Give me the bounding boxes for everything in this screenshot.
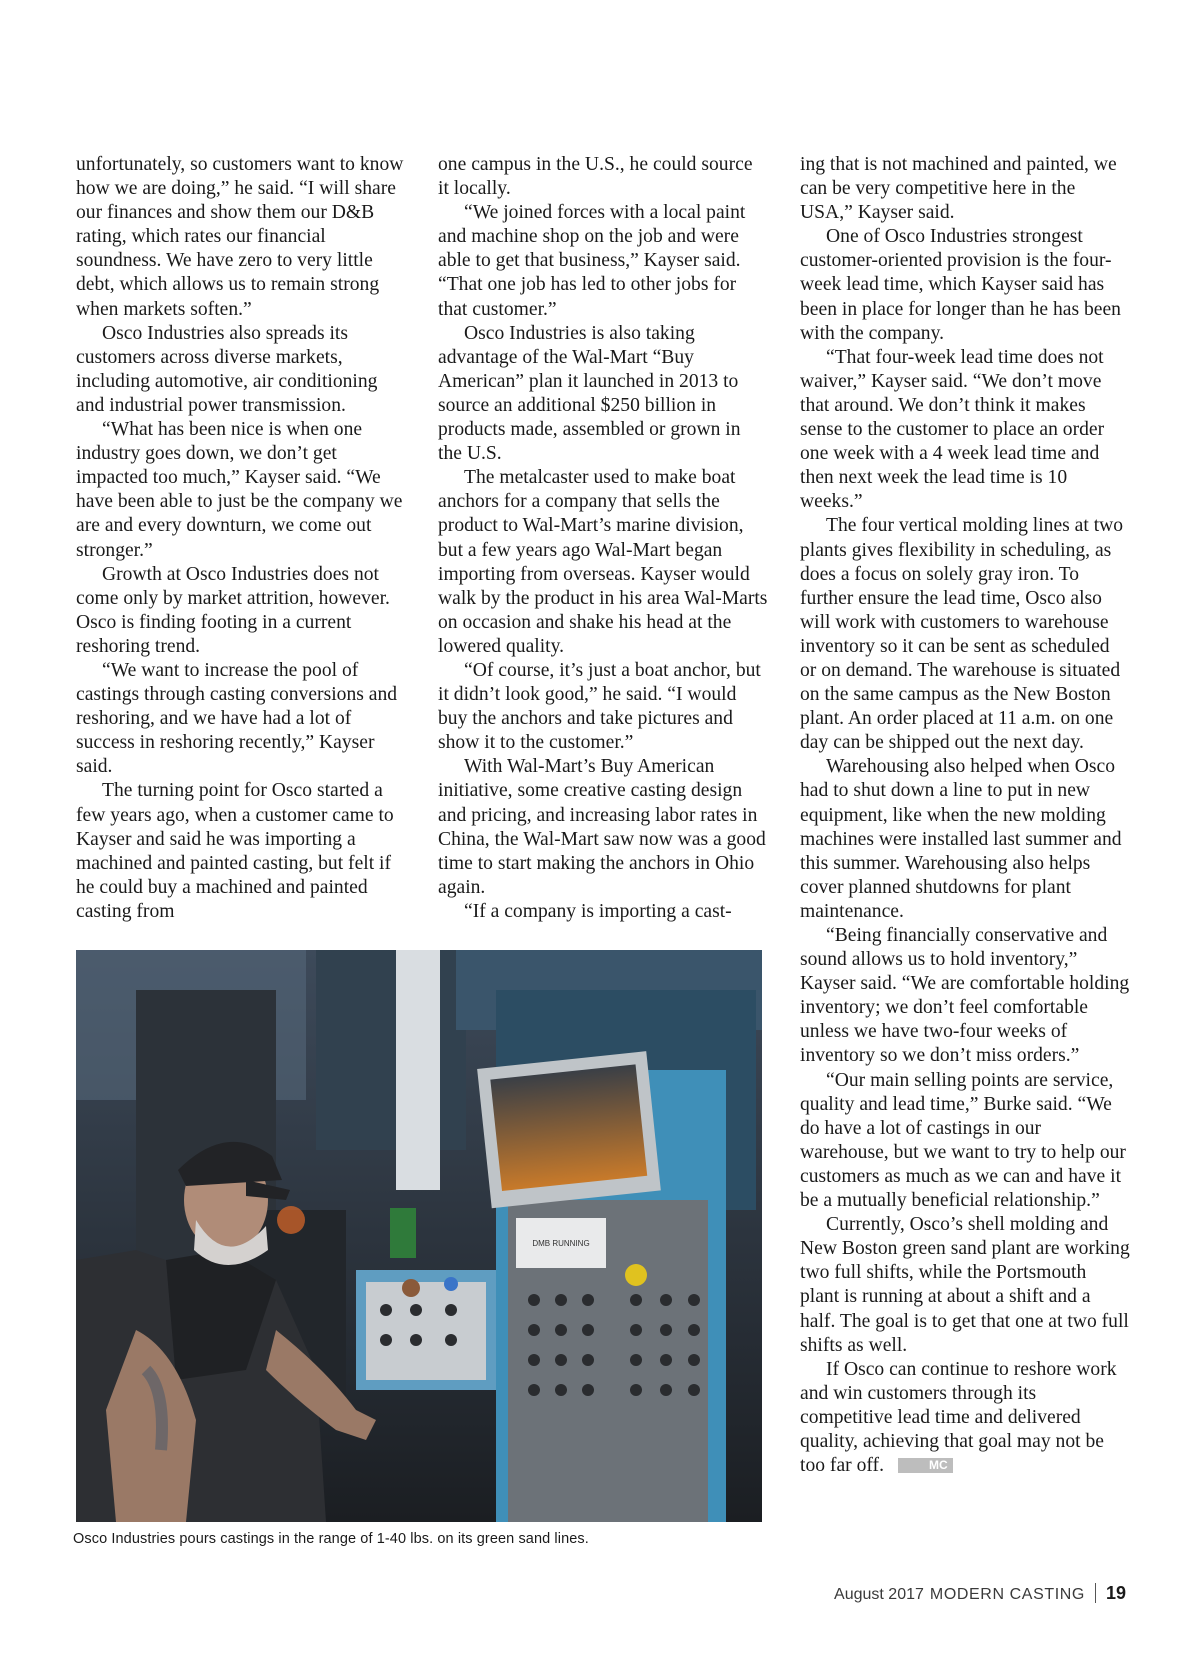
- article-column-1: [76, 153, 406, 924]
- article-column-2: [438, 153, 768, 924]
- paragraph: “Being financially conservative and sound allows us to hold inventory,” Kayser said. “We are comfortable holding inventory; we don’t feel comfortable unless we have two-four weeks of inventory so we don’t miss orders.”: [800, 925, 1130, 1067]
- paragraph: one campus in the U.S., he could source it locally.: [438, 154, 753, 200]
- photo-caption: Osco Industries pours castings in the range of 1-40 lbs. on its green sand lines.: [73, 1531, 589, 1547]
- paragraph: ing that is not machined and painted, we can be very competitive here in the USA,” Kayser said.: [800, 154, 1117, 224]
- paragraph: With Wal-Mart’s Buy American initiative, some creative casting design and pricing, and increasing labor rates in China, the Wal-Mart saw now was a good time to start making the anchors in Ohio again.: [438, 756, 766, 898]
- paragraph-final: [800, 1358, 1130, 1478]
- paragraph: “If a company is importing a cast-: [464, 900, 732, 922]
- paragraph: “That four-week lead time does not waiver,” Kayser said. “We don’t move that around. We don’t think it makes sense to the customer to place an order one week with a 4 week lead time and then next week the lead time is 10 weeks.”: [800, 346, 1105, 513]
- magazine-name: MODERN CASTING: [929, 1586, 1085, 1603]
- issue-date: August 2017: [834, 1586, 924, 1603]
- foundry-photo-illustration: [76, 950, 762, 1522]
- paragraph: Warehousing also helped when Osco had to shut down a line to put in new equipment, like when the new molding machines were installed last summer and this summer. Warehousing also helps cover planned shutdowns for plant maintenance.: [800, 756, 1122, 922]
- paragraph: The four vertical molding lines at two plants gives flexibility in scheduling, as does a focus on solely gray iron. To further ensure the lead time, Osco also will work with customers to warehouse inventory so it can be sent as scheduled or on demand. The warehouse is situated on the same campus as the New Boston plant. An order placed at 11 a.m. on one day can be shipped out the next day.: [800, 515, 1124, 754]
- page-number: 19: [1105, 1583, 1126, 1603]
- paragraph: The turning point for Osco started a few years ago, when a customer came to Kayser and said he was importing a machined and painted casting, but felt if he could buy a machined and painted casting from: [76, 780, 394, 922]
- paragraph: “We joined forces with a local paint and machine shop on the job and were able to get that business,” Kayser said. “That one job has led to other jobs for that customer.”: [438, 202, 746, 320]
- paragraph: Osco Industries also spreads its customers across diverse markets, including automotive, air conditioning and industrial power transmission.: [76, 322, 378, 416]
- machine-label: DMB RUNNING: [532, 1239, 590, 1248]
- paragraph: “Of course, it’s just a boat anchor, but it didn’t look good,” he said. “I would buy the anchors and take pictures and show it to the customer.”: [438, 659, 761, 754]
- paragraph: The metalcaster used to make boat anchors for a company that sells the product to Wal-Mart’s marine division, but a few years ago Wal-Mart began importing from overseas. Kayser would walk by the product in his area Wal-Marts on occasion and shake his head at the lowered quality.: [438, 467, 768, 657]
- paragraph: Currently, Osco’s shell molding and New Boston green sand plant are working two full shifts, while the Portsmouth plant is running at about a shift and a half. The goal is to get that one at two full shifts as well.: [800, 1214, 1130, 1356]
- paragraph: “Our main selling points are service, quality and lead time,” Burke said. “We do have a lot of castings in our warehouse, but we want to try to help our customers as much as we can and have it be a mutually beneficial relationship.”: [800, 1069, 1126, 1212]
- paragraph-text: If Osco can continue to reshore work and win customers through its competitive lead time and delivered quality, achieving that goal may not be too far off.: [800, 1358, 1117, 1477]
- end-mark-badge: MC: [898, 1458, 953, 1473]
- paragraph: Osco Industries is also taking advantage of the Wal-Mart “Buy American” plan it launched in 2013 to source an additional $250 billion in products made, assembled or grown in the U.S.: [438, 322, 741, 465]
- paragraph: unfortunately, so customers want to know how we are doing,” he said. “I will share our finances and show them our D&B rating, which rates our financial soundness. We have zero to very little debt, which allows us to remain strong when markets soften.”: [76, 154, 404, 320]
- paragraph: “What has been nice is when one industry goes down, we don’t get impacted too much,” Kayser said. “We have been able to just be the company we are and every downturn, we come out stronger.”: [76, 419, 403, 561]
- footer-divider: [1095, 1583, 1096, 1603]
- page-footer: [834, 1583, 1126, 1605]
- paragraph: Growth at Osco Industries does not come only by market attrition, however. Osco is finding footing in a current reshoring trend.: [76, 563, 390, 657]
- article-column-3: [800, 153, 1130, 1478]
- paragraph: “We want to increase the pool of castings through casting conversions and reshoring, and we have had a lot of success in reshoring recently,” Kayser said.: [76, 659, 398, 778]
- paragraph: One of Osco Industries strongest customer-oriented provision is the four-week lead time, which Kayser said has been in place for longer than he has been with the company.: [800, 226, 1121, 344]
- foundry-photo: [76, 950, 762, 1522]
